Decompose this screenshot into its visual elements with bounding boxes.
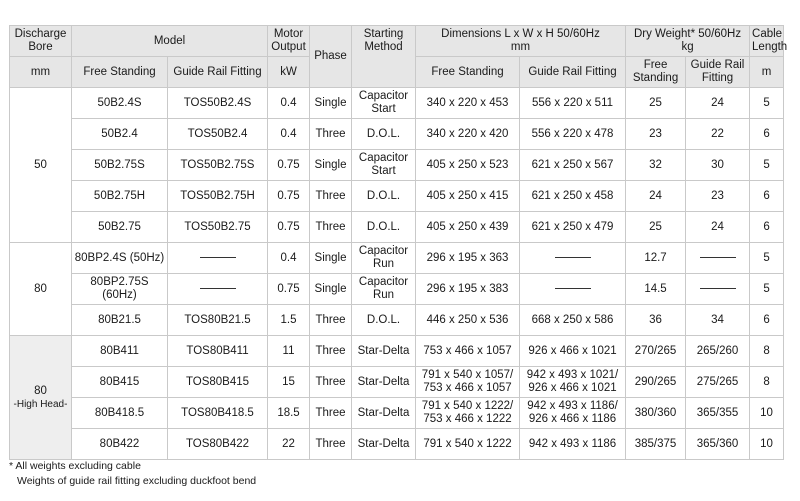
model-guide-rail-cell: TOS50B2.75H bbox=[168, 181, 268, 212]
header-dry-weight bbox=[626, 26, 750, 57]
weight-free-standing-cell: 14.5 bbox=[626, 274, 686, 305]
header-model-free-standing: Free Standing bbox=[72, 57, 168, 88]
motor-output-cell: 11 bbox=[268, 336, 310, 367]
model-guide-rail-cell bbox=[168, 243, 268, 274]
model-guide-rail-cell bbox=[168, 274, 268, 305]
weight-free-standing-cell: 24 bbox=[626, 181, 686, 212]
phase-cell: Single bbox=[310, 274, 352, 305]
discharge-bore-cell bbox=[10, 88, 72, 243]
dimension-free-standing-cell: 791 x 540 x 1222 bbox=[416, 429, 520, 460]
model-free-standing-cell: 50B2.4S bbox=[72, 88, 168, 119]
starting-method-cell: Star-Delta bbox=[352, 336, 416, 367]
model-free-standing-cell: 80B418.5 bbox=[72, 398, 168, 429]
model-guide-rail-cell: TOS80B415 bbox=[168, 367, 268, 398]
header-model-guide-rail: Guide Rail Fitting bbox=[168, 57, 268, 88]
weight-guide-rail-cell bbox=[686, 243, 750, 274]
model-guide-rail-cell: TOS50B2.75 bbox=[168, 212, 268, 243]
motor-output-cell: 0.4 bbox=[268, 243, 310, 274]
footnote-guide-rail: Weights of guide rail fitting excluding duckfoot bend bbox=[17, 475, 257, 487]
weight-guide-rail-cell: 365/355 bbox=[686, 398, 750, 429]
model-free-standing-cell: 50B2.75S bbox=[72, 150, 168, 181]
dimension-guide-rail-cell bbox=[520, 243, 626, 274]
table-row bbox=[10, 336, 784, 367]
cable-length-cell: 5 bbox=[750, 150, 784, 181]
not-applicable-dash bbox=[200, 288, 236, 289]
model-guide-rail-cell: TOS80B422 bbox=[168, 429, 268, 460]
starting-method-cell: D.O.L. bbox=[352, 181, 416, 212]
model-free-standing-cell: 50B2.75 bbox=[72, 212, 168, 243]
phase-cell: Three bbox=[310, 367, 352, 398]
model-free-standing-cell: 50B2.75H bbox=[72, 181, 168, 212]
model-guide-rail-cell: TOS80B418.5 bbox=[168, 398, 268, 429]
cable-length-cell: 8 bbox=[750, 367, 784, 398]
model-free-standing-cell: 80BP2.75S (60Hz) bbox=[72, 274, 168, 305]
dimension-guide-rail-cell: 668 x 250 x 586 bbox=[520, 305, 626, 336]
weight-free-standing-cell: 290/265 bbox=[626, 367, 686, 398]
header-wt-guide-rail: Guide Rail Fitting bbox=[686, 57, 750, 88]
phase-cell: Three bbox=[310, 336, 352, 367]
weight-guide-rail-cell: 30 bbox=[686, 150, 750, 181]
dimension-guide-rail-cell: 621 x 250 x 479 bbox=[520, 212, 626, 243]
header-dimensions-label: Dimensions L x W x H 50/60Hz bbox=[441, 28, 600, 40]
starting-method-cell: Capacitor Run bbox=[352, 243, 416, 274]
motor-output-cell: 0.4 bbox=[268, 119, 310, 150]
discharge-bore-note: -High Head- bbox=[13, 398, 68, 410]
table-row bbox=[10, 212, 784, 243]
weight-guide-rail-cell: 23 bbox=[686, 181, 750, 212]
weight-free-standing-cell: 25 bbox=[626, 88, 686, 119]
dimension-free-standing-cell: 405 x 250 x 523 bbox=[416, 150, 520, 181]
header-dimensions-unit: mm bbox=[510, 41, 531, 53]
starting-method-cell: D.O.L. bbox=[352, 212, 416, 243]
dimension-free-standing-cell: 405 x 250 x 439 bbox=[416, 212, 520, 243]
table-header bbox=[10, 26, 788, 88]
model-free-standing-cell: 50B2.4 bbox=[72, 119, 168, 150]
table-row bbox=[10, 398, 784, 429]
header-dimensions bbox=[416, 26, 626, 57]
motor-output-cell: 15 bbox=[268, 367, 310, 398]
header-dim-free-standing: Free Standing bbox=[416, 57, 520, 88]
cable-length-cell: 5 bbox=[750, 243, 784, 274]
starting-method-cell: Capacitor Start bbox=[352, 150, 416, 181]
motor-output-cell: 22 bbox=[268, 429, 310, 460]
motor-output-cell: 0.75 bbox=[268, 181, 310, 212]
phase-cell: Single bbox=[310, 243, 352, 274]
cable-length-cell: 10 bbox=[750, 398, 784, 429]
discharge-bore-value: 50 bbox=[34, 158, 47, 171]
phase-cell: Three bbox=[310, 429, 352, 460]
header-model: Model bbox=[72, 26, 268, 57]
table-row bbox=[10, 305, 784, 336]
dimension-guide-rail-cell: 556 x 220 x 511 bbox=[520, 88, 626, 119]
motor-output-cell: 0.75 bbox=[268, 150, 310, 181]
header-starting-method: Starting Method bbox=[352, 26, 416, 88]
model-guide-rail-cell: TOS80B21.5 bbox=[168, 305, 268, 336]
phase-cell: Three bbox=[310, 181, 352, 212]
model-free-standing-cell: 80B422 bbox=[72, 429, 168, 460]
weight-guide-rail-cell: 265/260 bbox=[686, 336, 750, 367]
weight-free-standing-cell: 385/375 bbox=[626, 429, 686, 460]
dimension-free-standing-cell: 405 x 250 x 415 bbox=[416, 181, 520, 212]
footnotes bbox=[9, 459, 256, 489]
header-discharge-bore: Discharge Bore bbox=[10, 26, 72, 57]
starting-method-cell: D.O.L. bbox=[352, 305, 416, 336]
weight-free-standing-cell: 23 bbox=[626, 119, 686, 150]
cable-length-cell: 10 bbox=[750, 429, 784, 460]
header-cable-length: Cable Length bbox=[750, 26, 784, 57]
dimension-guide-rail-cell: 942 x 493 x 1021/ 926 x 466 x 1021 bbox=[520, 367, 626, 398]
starting-method-cell: D.O.L. bbox=[352, 119, 416, 150]
model-free-standing-cell: 80B411 bbox=[72, 336, 168, 367]
table-row bbox=[10, 119, 784, 150]
table-row bbox=[10, 429, 784, 460]
starting-method-cell: Star-Delta bbox=[352, 367, 416, 398]
dimension-free-standing-cell: 791 x 540 x 1057/ 753 x 466 x 1057 bbox=[416, 367, 520, 398]
table-row bbox=[10, 181, 784, 212]
table-row bbox=[10, 150, 784, 181]
header-motor-output: Motor Output bbox=[268, 26, 310, 57]
model-free-standing-cell: 80B415 bbox=[72, 367, 168, 398]
cable-length-cell: 6 bbox=[750, 181, 784, 212]
dimension-free-standing-cell: 296 x 195 x 383 bbox=[416, 274, 520, 305]
not-applicable-dash bbox=[555, 257, 591, 258]
starting-method-cell: Capacitor Run bbox=[352, 274, 416, 305]
weight-free-standing-cell: 270/265 bbox=[626, 336, 686, 367]
model-free-standing-cell: 80BP2.4S (50Hz) bbox=[72, 243, 168, 274]
header-phase: Phase bbox=[310, 26, 352, 88]
phase-cell: Three bbox=[310, 212, 352, 243]
phase-cell: Single bbox=[310, 150, 352, 181]
table-body bbox=[10, 88, 784, 460]
table-row bbox=[10, 367, 784, 398]
table-row bbox=[10, 88, 784, 119]
header-dry-weight-label: Dry Weight* 50/60Hz bbox=[633, 28, 742, 40]
weight-free-standing-cell: 36 bbox=[626, 305, 686, 336]
dimension-free-standing-cell: 340 x 220 x 420 bbox=[416, 119, 520, 150]
header-dim-guide-rail: Guide Rail Fitting bbox=[520, 57, 626, 88]
pump-spec-table bbox=[9, 25, 788, 460]
spec-table-container bbox=[9, 25, 788, 460]
weight-guide-rail-cell: 275/265 bbox=[686, 367, 750, 398]
weight-free-standing-cell: 380/360 bbox=[626, 398, 686, 429]
weight-free-standing-cell: 32 bbox=[626, 150, 686, 181]
model-guide-rail-cell: TOS80B411 bbox=[168, 336, 268, 367]
starting-method-cell: Star-Delta bbox=[352, 398, 416, 429]
not-applicable-dash bbox=[200, 257, 236, 258]
weight-free-standing-cell: 25 bbox=[626, 212, 686, 243]
model-free-standing-cell: 80B21.5 bbox=[72, 305, 168, 336]
dimension-free-standing-cell: 753 x 466 x 1057 bbox=[416, 336, 520, 367]
dimension-guide-rail-cell: 942 x 493 x 1186 bbox=[520, 429, 626, 460]
cable-length-cell: 8 bbox=[750, 336, 784, 367]
dimension-free-standing-cell: 296 x 195 x 363 bbox=[416, 243, 520, 274]
phase-cell: Three bbox=[310, 119, 352, 150]
starting-method-cell: Capacitor Start bbox=[352, 88, 416, 119]
dimension-guide-rail-cell: 556 x 220 x 478 bbox=[520, 119, 626, 150]
model-guide-rail-cell: TOS50B2.4 bbox=[168, 119, 268, 150]
motor-output-cell: 18.5 bbox=[268, 398, 310, 429]
motor-output-cell: 0.75 bbox=[268, 274, 310, 305]
weight-guide-rail-cell: 34 bbox=[686, 305, 750, 336]
not-applicable-dash bbox=[700, 288, 736, 289]
model-guide-rail-cell: TOS50B2.75S bbox=[168, 150, 268, 181]
weight-guide-rail-cell: 22 bbox=[686, 119, 750, 150]
footnote-weights: * All weights excluding cable bbox=[9, 460, 141, 472]
discharge-bore-cell bbox=[10, 243, 72, 336]
dimension-free-standing-cell: 340 x 220 x 453 bbox=[416, 88, 520, 119]
starting-method-cell: Star-Delta bbox=[352, 429, 416, 460]
dimension-guide-rail-cell: 926 x 466 x 1021 bbox=[520, 336, 626, 367]
header-dry-weight-unit: kg bbox=[681, 41, 694, 53]
header-discharge-unit: mm bbox=[10, 57, 72, 88]
motor-output-cell: 1.5 bbox=[268, 305, 310, 336]
weight-guide-rail-cell: 24 bbox=[686, 212, 750, 243]
model-guide-rail-cell: TOS50B2.4S bbox=[168, 88, 268, 119]
dimension-guide-rail-cell: 621 x 250 x 567 bbox=[520, 150, 626, 181]
header-motor-unit: kW bbox=[268, 57, 310, 88]
phase-cell: Three bbox=[310, 305, 352, 336]
cable-length-cell: 6 bbox=[750, 119, 784, 150]
discharge-bore-cell bbox=[10, 336, 72, 460]
phase-cell: Three bbox=[310, 398, 352, 429]
cable-length-cell: 6 bbox=[750, 305, 784, 336]
discharge-bore-value: 80 bbox=[34, 282, 47, 295]
dimension-guide-rail-cell bbox=[520, 274, 626, 305]
motor-output-cell: 0.75 bbox=[268, 212, 310, 243]
table-row bbox=[10, 243, 784, 274]
dimension-guide-rail-cell: 942 x 493 x 1186/ 926 x 466 x 1186 bbox=[520, 398, 626, 429]
header-cable-unit: m bbox=[750, 57, 784, 88]
cable-length-cell: 6 bbox=[750, 212, 784, 243]
header-wt-free-standing: Free Standing bbox=[626, 57, 686, 88]
weight-free-standing-cell: 12.7 bbox=[626, 243, 686, 274]
cable-length-cell: 5 bbox=[750, 88, 784, 119]
dimension-guide-rail-cell: 621 x 250 x 458 bbox=[520, 181, 626, 212]
weight-guide-rail-cell: 24 bbox=[686, 88, 750, 119]
cable-length-cell: 5 bbox=[750, 274, 784, 305]
weight-guide-rail-cell: 365/360 bbox=[686, 429, 750, 460]
weight-guide-rail-cell bbox=[686, 274, 750, 305]
phase-cell: Single bbox=[310, 88, 352, 119]
discharge-bore-value: 80 bbox=[34, 384, 47, 397]
dimension-free-standing-cell: 791 x 540 x 1222/ 753 x 466 x 1222 bbox=[416, 398, 520, 429]
dimension-free-standing-cell: 446 x 250 x 536 bbox=[416, 305, 520, 336]
not-applicable-dash bbox=[555, 288, 591, 289]
table-row bbox=[10, 274, 784, 305]
not-applicable-dash bbox=[700, 257, 736, 258]
motor-output-cell: 0.4 bbox=[268, 88, 310, 119]
